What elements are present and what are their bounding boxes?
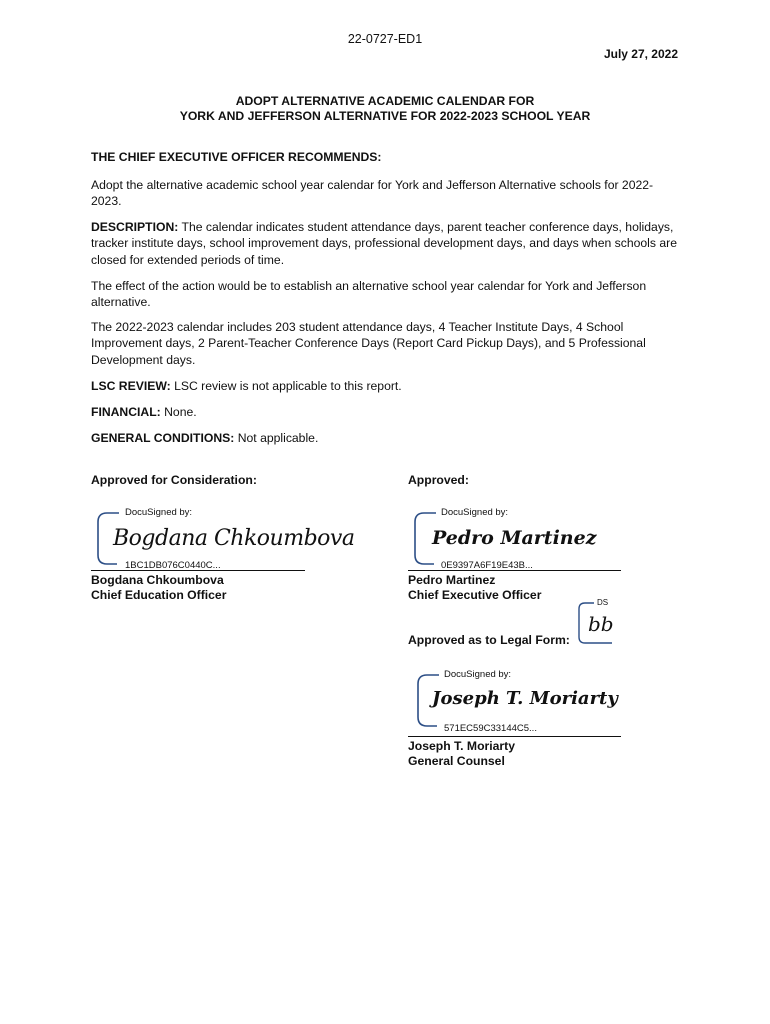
signer-role-chkoumbova: Chief Education Officer — [91, 588, 227, 602]
signature-chkoumbova: Bogdana Chkoumbova — [113, 526, 355, 551]
recommends-heading: THE CHIEF EXECUTIVE OFFICER RECOMMENDS: — [91, 150, 382, 164]
paragraph-lsc-review — [91, 378, 681, 394]
approved-heading: Approved: — [408, 473, 469, 487]
paragraph-description — [91, 219, 681, 268]
initials-signature: bb — [588, 612, 614, 636]
docusign-hash-martinez: 0E9397A6F19E43B... — [441, 560, 533, 571]
docusign-hash-chkoumbova: 1BC1DB076C0440C... — [125, 560, 221, 571]
title-line-2: YORK AND JEFFERSON ALTERNATIVE FOR 2022-2023 SCHOOL YEAR — [179, 109, 591, 123]
description-label: DESCRIPTION: — [91, 220, 179, 234]
signer-name-moriarty: Joseph T. Moriarty — [408, 739, 516, 753]
signature-moriarty: Joseph T. Moriarty — [432, 688, 618, 709]
title-line-1: ADOPT ALTERNATIVE ACADEMIC CALENDAR FOR — [235, 94, 535, 108]
signature-martinez: Pedro Martinez — [432, 527, 597, 549]
financial-label: FINANCIAL: — [91, 405, 161, 419]
signer-name-chkoumbova: Bogdana Chkoumbova — [91, 573, 224, 587]
paragraph-calendar-days: The 2022-2023 calendar includes 203 student attendance days, 4 Teacher Institute Days, 4 School Improvement days, 2 Parent-Teacher Conference Days (Report Card Pickup Days), and 5 Professional Development days. — [91, 320, 646, 367]
lsc-label: LSC REVIEW: — [91, 379, 171, 393]
paragraph-adopt: Adopt the alternative academic school year calendar for York and Jefferson Alternative schools for 2022-2023. — [91, 178, 654, 209]
docusigned-by-label: DocuSigned by: — [125, 507, 193, 518]
signer-name-martinez: Pedro Martinez — [408, 573, 496, 587]
document-id: 22-0727-ED1 — [347, 32, 423, 46]
signature-line-moriarty — [408, 736, 621, 737]
paragraph-effect: The effect of the action would be to establish an alternative school year calendar for York and Jefferson alternative. — [91, 279, 647, 310]
document-date: July 27, 2022 — [603, 47, 678, 61]
general-label: GENERAL CONDITIONS: — [91, 431, 235, 445]
paragraph-financial — [91, 404, 681, 420]
general-text: Not applicable. — [234, 431, 319, 445]
initials-tag: DS — [597, 598, 609, 607]
financial-text: None. — [160, 405, 197, 419]
paragraph-general-conditions — [91, 430, 681, 446]
docusigned-by-label: DocuSigned by: — [441, 507, 509, 518]
signer-role-moriarty: General Counsel — [408, 754, 505, 768]
approved-for-consideration-heading: Approved for Consideration: — [91, 473, 257, 487]
signer-role-martinez: Chief Executive Officer — [408, 588, 542, 602]
approved-legal-form-label: Approved as to Legal Form: — [408, 633, 570, 647]
docusign-hash-moriarty: 571EC59C33144C5... — [444, 723, 537, 734]
description-text: The calendar indicates student attendance days, parent teacher conference days, holidays, tracker institute days, school improvement days, professional development days, and days when schools are closed for extended periods of time. — [91, 220, 677, 267]
lsc-text: LSC review is not applicable to this report. — [170, 379, 402, 393]
docusigned-by-label: DocuSigned by: — [444, 669, 512, 680]
